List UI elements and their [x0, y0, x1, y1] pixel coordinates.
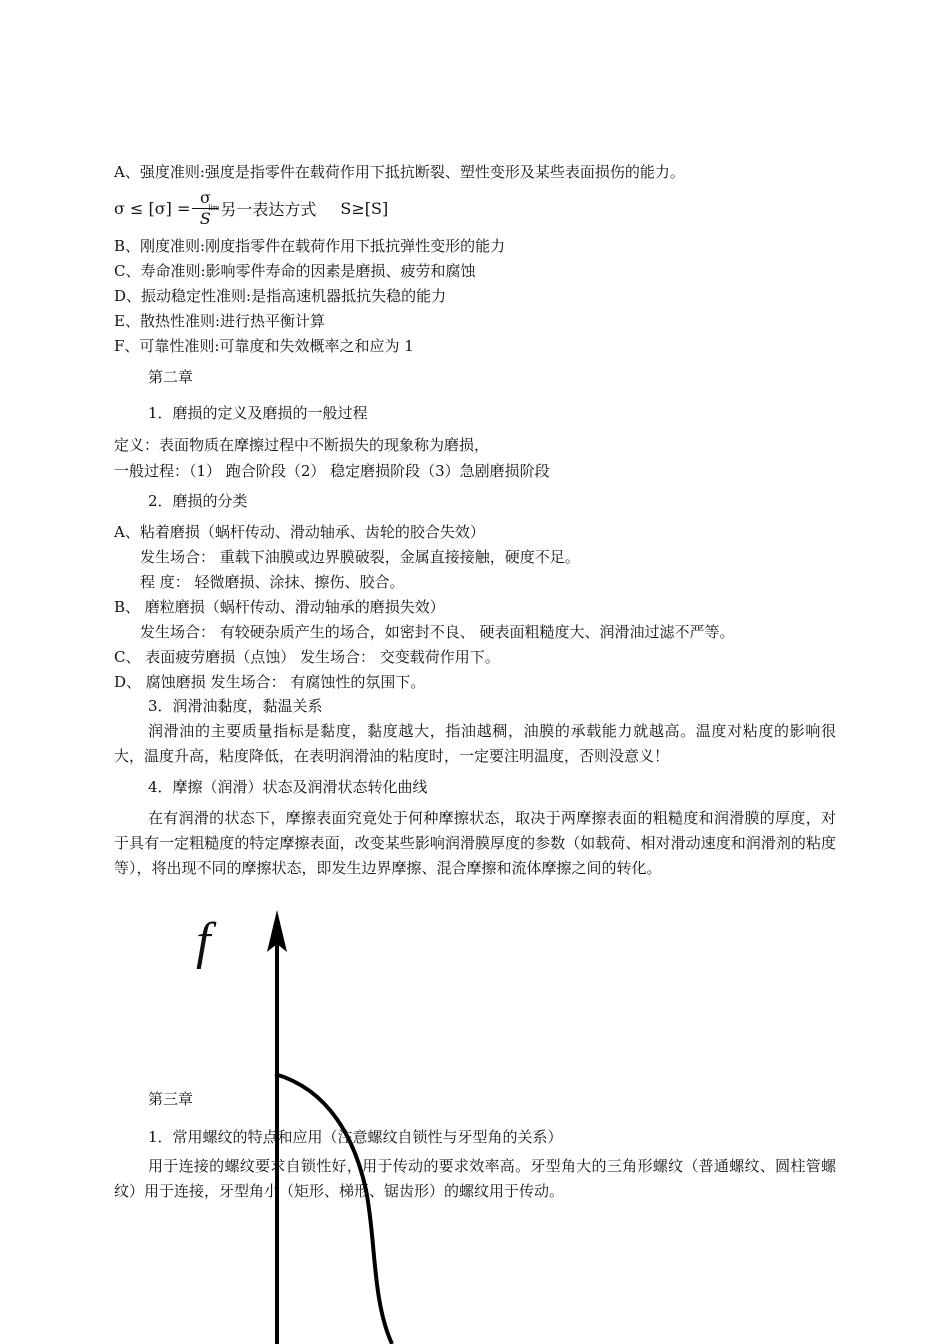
wear-classification-heading: 2．磨损的分类: [148, 492, 248, 510]
wear-definition-heading: 1．磨损的定义及磨损的一般过程: [148, 404, 368, 422]
friction-curve: [275, 1074, 392, 1344]
lubrication-state-heading: 4．摩擦（润滑）状态及润滑状态转化曲线: [148, 778, 428, 796]
criterion-strength: A、强度准则:强度是指零件在载荷作用下抵抗断裂、塑性变形及某些表面损伤的能力。: [114, 163, 685, 181]
abrasive-wear-occasion: 发生场合： 有较硬杂质产生的场合，如密封不良、 硬表面粗糙度大、润滑油过滤不严等。: [140, 623, 735, 641]
lubrication-state-paragraph: 在有润滑的状态下，摩擦表面究竟处于何种摩擦状态，取决于两摩擦表面的粗糙度和润滑膜的厚度，对于具有一定粗糙度的特定摩擦表面，改变某些影响润滑膜厚度的参数（如载荷、相对滑动速度和润滑剂的粘度等），将出现不同的摩擦状态，即发生边界摩擦、混合摩擦和流体摩擦之间的转化。: [114, 809, 836, 877]
wear-definition: 定义：表面物质在摩擦过程中不断损失的现象称为磨损，: [114, 436, 490, 454]
viscosity-heading: 3．润滑油黏度，黏温关系: [148, 697, 323, 715]
adhesive-wear: A、粘着磨损（蜗杆传动、滑动轴承、齿轮的胶合失效）: [114, 523, 485, 541]
y-axis-label: f: [196, 913, 211, 970]
formula-denominator: S: [199, 208, 211, 228]
formula-numerator: σ: [199, 187, 211, 207]
viscosity-paragraph: 润滑油的主要质量指标是黏度，黏度越大，指油越稠，油膜的承载能力就越高。温度对粘度的影响很大，温度升高，粘度降低，在表明润滑油的粘度时，一定要注明温度，否则没意义！: [114, 722, 836, 765]
fatigue-wear: C、 表面疲劳磨损（点蚀） 发生场合： 交变载荷作用下。: [114, 648, 500, 666]
adhesive-wear-occasion: 发生场合： 重载下油膜或边界膜破裂，金属直接接触，硬度不足。: [140, 548, 580, 566]
corrosive-wear: D、 腐蚀磨损 发生场合： 有腐蚀性的氛围下。: [114, 673, 426, 691]
wear-process: 一般过程：（1） 跑合阶段（2） 稳定磨损阶段（3）急剧磨损阶段: [114, 462, 550, 480]
adhesive-wear-degree: 程 度： 轻微磨损、涂抹、擦伤、胶合。: [140, 573, 405, 591]
thread-paragraph: 用于连接的螺纹要求自锁性好，用于传动的要求效率高。牙型角大的三角形螺纹（普通螺纹、圆柱管螺纹）用于连接，牙型角小（矩形、梯形、锯齿形）的螺纹用于传动。: [114, 1157, 836, 1200]
abrasive-wear: B、 磨粒磨损（蜗杆传动、滑动轴承的磨损失效）: [114, 598, 445, 616]
criterion-heat: E、散热性准则:进行热平衡计算: [114, 312, 326, 330]
formula-alt-text: 另一表达方式: [220, 199, 317, 219]
thread-heading: 1．常用螺纹的特点和应用（注意螺纹自锁性与牙型角的关系）: [148, 1128, 563, 1146]
chapter-2-title: 第二章: [148, 368, 194, 386]
formula-alt-expression: S≥[S]: [340, 198, 389, 218]
formula-left: σ ≤ [σ] =: [114, 198, 191, 218]
formula-subscript: lim: [208, 203, 220, 212]
criterion-vibration: D、振动稳定性准则:是指高速机器抵抗失稳的能力: [114, 287, 447, 305]
criterion-life: C、寿命准则:影响零件寿命的因素是磨损、疲劳和腐蚀: [114, 262, 476, 280]
criterion-stiffness: B、刚度准则:刚度指零件在载荷作用下抵抗弹性变形的能力: [114, 237, 506, 255]
chapter-3-title: 第三章: [148, 1090, 194, 1108]
criterion-reliability: F、可靠性准则:可靠度和失效概率之和应为 1: [114, 337, 414, 355]
